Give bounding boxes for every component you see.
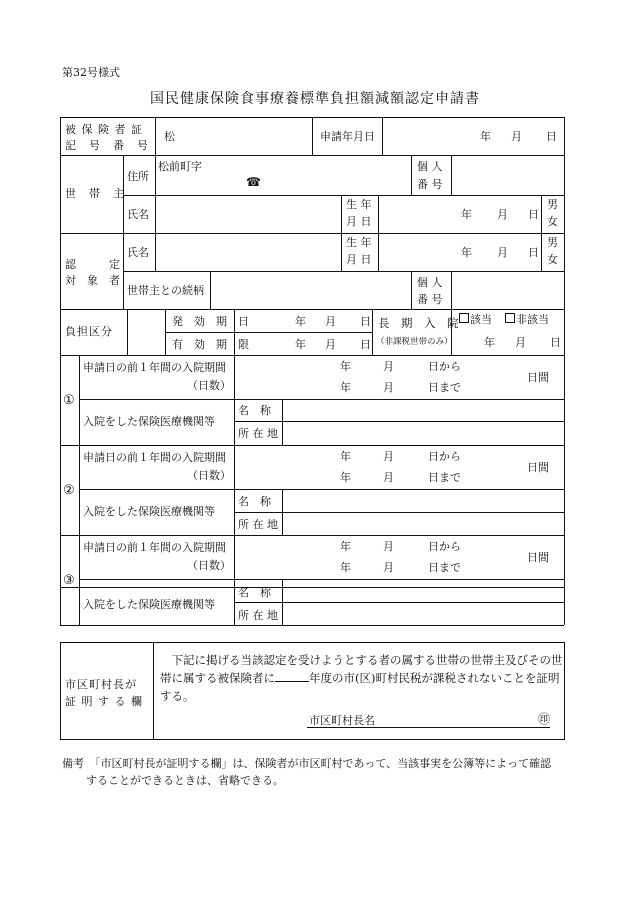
long-term-day: 日 [550, 336, 561, 349]
target-label-1: 認 定 [65, 258, 120, 271]
household-birth-month: 月 [497, 208, 508, 221]
long-term-year: 年 [484, 336, 495, 349]
days-label: （日数） [187, 469, 231, 482]
period-label: 申請日の前１年間の入院期間 [83, 541, 226, 554]
target-birth-day: 日 [528, 246, 539, 259]
to-month: 月 [383, 381, 394, 394]
insured-number-field[interactable]: 松 [164, 130, 175, 143]
days-label: （日数） [187, 559, 231, 572]
valid-year: 年 [295, 338, 306, 351]
checkbox-icon [459, 313, 469, 323]
issue-year: 年 [295, 315, 306, 328]
institution-location-label: 所 在 地 [238, 518, 278, 531]
note-label: 備考 [62, 757, 84, 770]
long-term-label: 長 期 入 院 [378, 316, 459, 330]
valid-month: 月 [325, 338, 336, 351]
household-personal-no-label-2: 番 号 [417, 178, 443, 191]
days-label: （日数） [187, 379, 231, 392]
target-sex-female[interactable]: 女 [547, 253, 558, 266]
to-year: 年 [340, 561, 351, 574]
long-term-note: （非課税世帯のみ） [376, 337, 453, 347]
household-sex-female[interactable]: 女 [547, 215, 558, 228]
days-unit: 日間 [527, 551, 549, 564]
certification-text-after: 年度の市(区)町村民税が課税されないことを証明する。 [160, 671, 560, 703]
note-line-2: することができるときは、省略できる。 [86, 774, 284, 787]
address-label: 住所 [127, 170, 149, 183]
not-applicable-label: 非該当 [516, 313, 549, 326]
institution-label: 入院をした保険医療機関等 [83, 415, 215, 428]
institution-name-label: 名 称 [238, 404, 271, 417]
institution-location-label: 所 在 地 [238, 427, 278, 440]
to-month: 月 [383, 561, 394, 574]
long-term-month: 月 [515, 336, 526, 349]
period-number: ③ [63, 573, 75, 588]
to-day: 日まで [428, 471, 461, 484]
form-number: 第32号様式 [62, 66, 120, 79]
from-month: 月 [383, 450, 394, 463]
to-day: 日まで [428, 381, 461, 394]
address-field[interactable]: 松前町字 [158, 160, 202, 173]
days-unit: 日間 [527, 371, 549, 384]
apply-date-label: 申請年月日 [320, 130, 375, 143]
burden-label: 負担区分 [65, 325, 113, 338]
certification-text-before: 下記に掲げる当該認定を受けようとする者の属する世帯の世帯主及びその世帯に属する被保険者に [160, 653, 563, 685]
to-day: 日まで [428, 561, 461, 574]
certification-label-1: 市区町村長が [65, 678, 137, 691]
from-day: 日から [428, 540, 461, 553]
issue-day: 日 [360, 315, 371, 328]
apply-date-month: 月 [511, 130, 522, 143]
fiscal-year-blank[interactable] [275, 670, 309, 682]
household-sex-male[interactable]: 男 [547, 198, 558, 211]
insured-card-label: 被 保 険 者 証 [65, 123, 143, 136]
to-year: 年 [340, 381, 351, 394]
household-personal-no-label-1: 個 人 [417, 160, 443, 173]
apply-date-year: 年 [480, 130, 491, 143]
household-birth-day: 日 [528, 208, 539, 221]
from-year: 年 [340, 450, 351, 463]
seal-mark: ㊞ [538, 712, 551, 726]
from-month: 月 [383, 360, 394, 373]
household-birth-label-2: 月 日 [346, 215, 372, 228]
target-personal-no-label-2: 番 号 [417, 293, 443, 306]
to-month: 月 [383, 471, 394, 484]
target-birth-year: 年 [461, 246, 472, 259]
valid-date-label: 有 効 期 限 [172, 338, 249, 351]
applicable-checkbox[interactable] [459, 313, 492, 326]
household-name-label: 氏名 [127, 208, 149, 221]
institution-location-label: 所 在 地 [238, 609, 278, 622]
phone-icon: ☎ [246, 175, 261, 189]
from-year: 年 [340, 360, 351, 373]
period-label: 申請日の前１年間の入院期間 [83, 361, 226, 374]
days-unit: 日間 [527, 461, 549, 474]
institution-name-label: 名 称 [238, 495, 271, 508]
page-title: 国民健康保険食事療養標準負担額減額認定申請書 [150, 91, 480, 107]
note-text-1: 「市区町村長が証明する欄」は、保険者が市区町村であって、当該事実を公簿等によって確認 [95, 757, 552, 770]
target-birth-label-2: 月 日 [346, 253, 372, 266]
period-number: ② [63, 483, 75, 498]
to-year: 年 [340, 471, 351, 484]
relation-label: 世帯主との続柄 [127, 284, 204, 297]
apply-date-day: 日 [546, 130, 557, 143]
from-month: 月 [383, 540, 394, 553]
target-name-label: 氏名 [127, 246, 149, 259]
household-head-label: 世 帯 主 [65, 187, 125, 200]
household-birth-year: 年 [461, 208, 472, 221]
valid-day: 日 [360, 338, 371, 351]
target-personal-no-label-1: 個 人 [417, 276, 443, 289]
insured-number-label: 記 号 番 号 [65, 139, 149, 152]
institution-name-label: 名 称 [238, 586, 271, 599]
target-birth-label-1: 生 年 [346, 236, 372, 249]
issue-date-label: 発 効 期 日 [172, 315, 249, 328]
note-line-1 [62, 757, 551, 770]
applicable-label: 該当 [470, 313, 492, 326]
target-label-2: 対 象 者 [65, 274, 120, 287]
checkbox-icon [505, 313, 515, 323]
signer-label: 市区町村長名 [309, 714, 375, 727]
target-sex-male[interactable]: 男 [547, 236, 558, 249]
institution-label: 入院をした保険医療機関等 [83, 598, 215, 611]
certification-label-2: 証 明 す る 欄 [65, 695, 143, 708]
issue-month: 月 [325, 315, 336, 328]
certification-text [160, 651, 564, 705]
period-number: ① [63, 393, 75, 408]
institution-label: 入院をした保険医療機関等 [83, 505, 215, 518]
from-year: 年 [340, 540, 351, 553]
target-birth-month: 月 [497, 246, 508, 259]
from-day: 日から [428, 360, 461, 373]
period-label: 申請日の前１年間の入院期間 [83, 451, 226, 464]
household-birth-label-1: 生 年 [346, 198, 372, 211]
from-day: 日から [428, 450, 461, 463]
not-applicable-checkbox[interactable] [505, 313, 549, 326]
